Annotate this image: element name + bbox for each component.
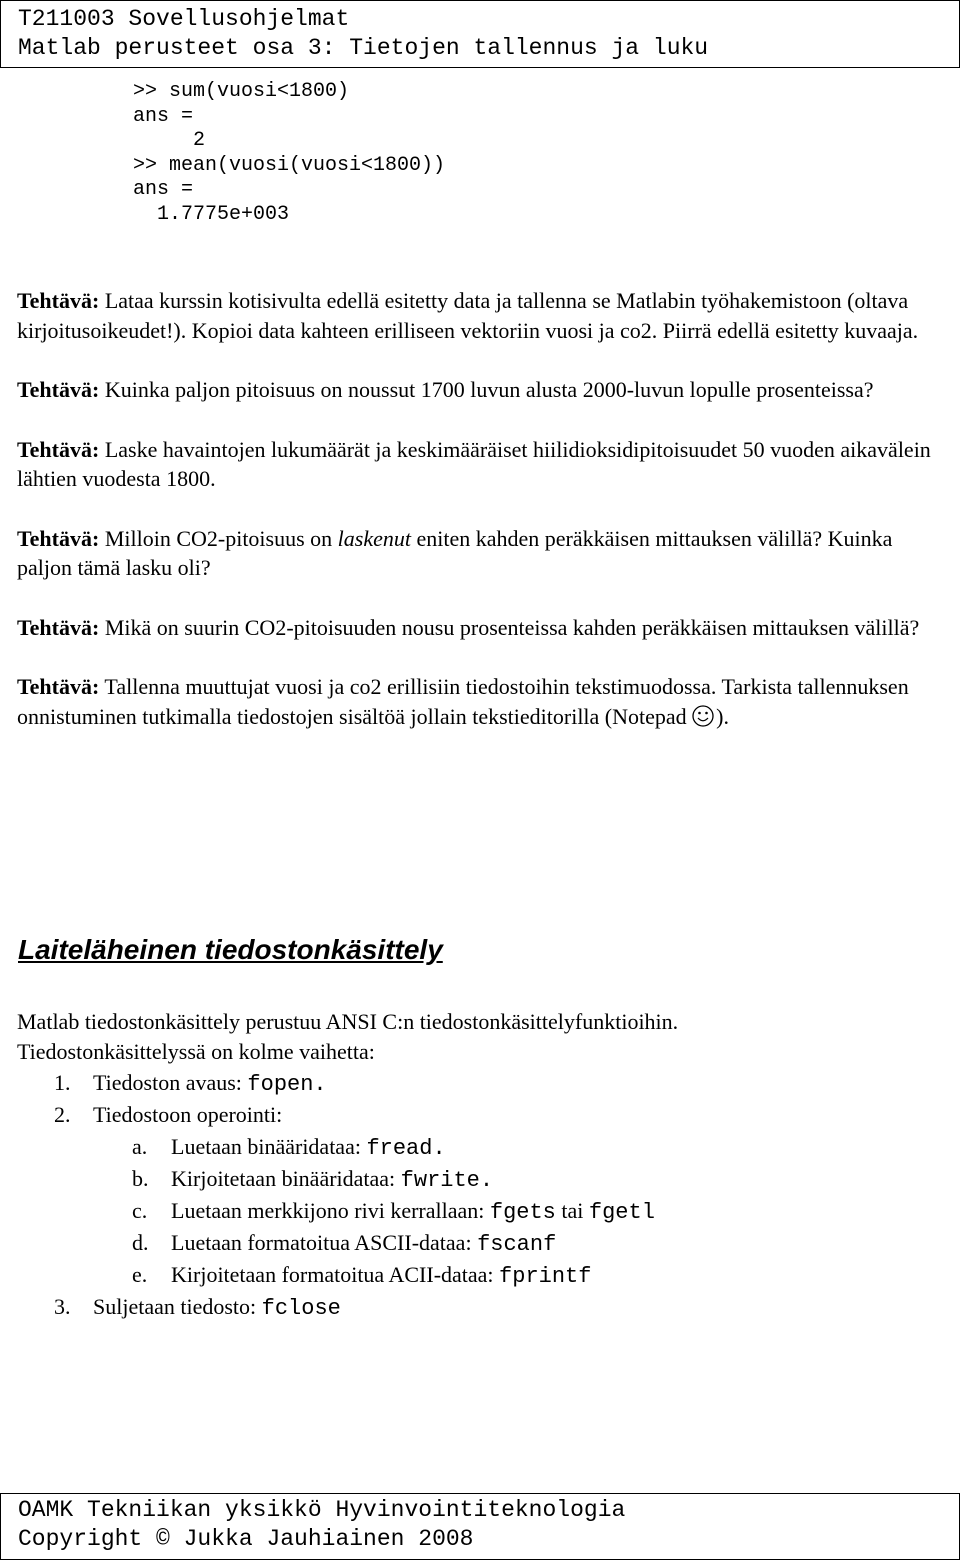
section-heading: Laiteläheinen tiedostonkäsittely	[18, 934, 443, 965]
substep-text	[171, 1195, 655, 1229]
conjunction: tai	[561, 1198, 584, 1223]
task-label: Tehtävä:	[17, 674, 100, 699]
task-label: Tehtävä:	[17, 377, 100, 402]
function-name: fgetl	[588, 1200, 655, 1225]
step-number: 2.	[54, 1102, 71, 1127]
step-number: 3.	[54, 1294, 71, 1319]
step-label: Tiedoston avaus:	[93, 1070, 242, 1095]
task-text: Laske havaintojen lukumäärät ja keskimääräiset hiilidioksidipitoisuudet 50 vuoden aikavälein lähtien vuodesta 1800.	[17, 436, 931, 491]
task-4	[17, 524, 952, 583]
code-line: >> sum(vuosi<1800)	[133, 80, 350, 103]
substep-label: Kirjoitetaan binääridataa:	[171, 1166, 396, 1191]
function-name: fopen.	[247, 1072, 327, 1097]
substep-label: Luetaan binääridataa:	[171, 1134, 361, 1159]
task-text: Lataa kurssin kotisivulta edellä esitetty data ja tallenna se Matlabin työhakemistoon (oltava kirjoitusoikeudet!). Kopioi data kahteen erilliseen vektoriin vuosi ja co2. Piirrä edellä esitetty kuvaaja.	[17, 288, 919, 343]
page-header	[0, 0, 960, 68]
substep-label: Luetaan formatoitua ASCII-dataa:	[171, 1230, 472, 1255]
code-line: >> mean(vuosi(vuosi<1800))	[133, 153, 446, 177]
smiley-face-icon	[692, 705, 714, 727]
step-label: Tiedostoon operointi:	[93, 1102, 283, 1127]
substep-letter: d.	[132, 1230, 149, 1255]
substep-letter: b.	[132, 1166, 149, 1191]
page-footer	[0, 1493, 960, 1560]
institution: OAMK Tekniikan yksikkö Hyvinvointiteknologia	[18, 1497, 626, 1523]
task-3	[17, 435, 952, 494]
step-text	[93, 1291, 341, 1325]
substep-letter: c.	[132, 1198, 148, 1223]
task-text: Milloin CO2-pitoisuus on	[104, 525, 333, 551]
course-title: T211003 Sovellusohjelmat	[18, 6, 350, 32]
step-label: Suljetaan tiedosto:	[93, 1294, 257, 1319]
function-name: fwrite.	[400, 1168, 494, 1193]
document-title: Matlab perusteet osa 3: Tietojen tallennus ja luku	[18, 35, 709, 61]
task-2	[17, 375, 952, 405]
substep-letter: e.	[132, 1262, 148, 1287]
function-name: fprintf	[499, 1264, 592, 1289]
task-label: Tehtävä:	[17, 525, 100, 551]
task-text: Kuinka paljon pitoisuus on noussut 1700 luvun alusta 2000-luvun lopulle prosenteissa?	[104, 377, 874, 402]
task-label: Tehtävä:	[17, 436, 100, 462]
intro-line: Tiedostonkäsittelyssä on kolme vaihetta:	[17, 1039, 375, 1064]
function-name: fscanf	[477, 1232, 557, 1257]
substep-text	[171, 1163, 493, 1197]
code-line: ans =	[133, 104, 194, 128]
task-label: Tehtävä:	[17, 614, 100, 640]
function-name: fread.	[366, 1136, 446, 1161]
step-number: 1.	[54, 1070, 71, 1095]
function-name: fclose	[261, 1296, 341, 1321]
code-line: 2	[133, 129, 206, 152]
copyright: Copyright © Jukka Jauhiainen 2008	[18, 1526, 474, 1552]
task-6	[17, 672, 952, 731]
substep-text	[171, 1259, 591, 1293]
substep-text	[171, 1227, 556, 1261]
task-1	[17, 286, 952, 345]
task-list	[17, 286, 952, 761]
task-5	[17, 613, 952, 643]
substep-label: Kirjoitetaan formatoitua ACII-dataa:	[171, 1262, 494, 1287]
substep-text	[171, 1131, 446, 1165]
intro-line: Matlab tiedostonkäsittely perustuu ANSI C:n tiedostonkäsittelyfunktioihin.	[17, 1009, 679, 1034]
task-text: Mikä on suurin CO2-pitoisuuden nousu prosenteissa kahden peräkkäisen mittauksen välillä?	[104, 614, 920, 640]
section-intro	[17, 1007, 678, 1067]
task-text: Tallenna muuttujat vuosi ja co2 erillisiin tiedostoihin tekstimuodossa. Tarkista tallennuksen onnistuminen tutkimalla tiedostojen sisältöä jollain tekstieditorilla (Notepad	[17, 674, 909, 729]
code-line: ans =	[133, 178, 194, 201]
task-emphasis: laskenut	[337, 525, 411, 551]
substep-letter: a.	[132, 1134, 148, 1159]
substep-label: Luetaan merkkijono rivi kerrallaan:	[171, 1198, 485, 1223]
step-text	[93, 1067, 327, 1101]
task-text: eniten kahden peräkkäisen mittauksen välillä? Kuinka paljon tämä lasku oli?	[17, 525, 893, 580]
function-name: fgets	[489, 1200, 556, 1225]
task-label: Tehtävä:	[17, 288, 100, 313]
code-line: 1.7775e+003	[133, 202, 290, 226]
matlab-code-block	[133, 80, 445, 227]
task-text-end: ).	[716, 703, 729, 729]
